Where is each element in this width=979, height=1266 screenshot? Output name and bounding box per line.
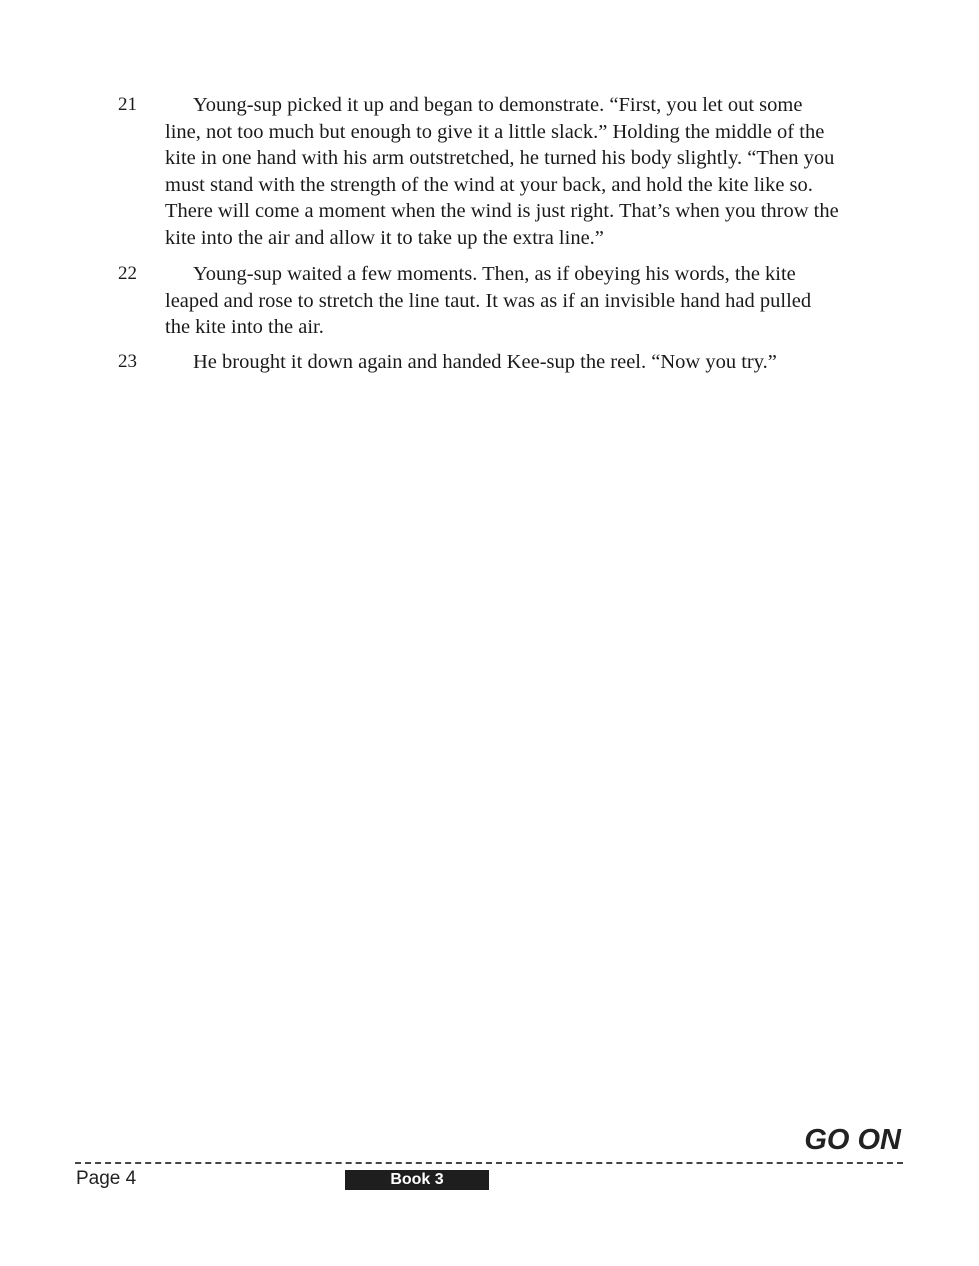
paragraph-text	[165, 92, 895, 251]
text-line: He brought it down again and handed Kee-sup the reel. “Now you try.”	[193, 351, 777, 373]
text-line: kite into the air and allow it to take up the extra line.”	[165, 226, 604, 249]
text-line: There will come a moment when the wind is just right. That’s when you throw the	[165, 200, 839, 222]
go-on-label: GO ON	[804, 1124, 901, 1156]
page-number: Page 4	[76, 1168, 137, 1189]
text-line: must stand with the strength of the wind at your back, and hold the kite like so.	[165, 173, 813, 196]
paragraph-text	[165, 261, 895, 341]
paragraph-text	[165, 349, 895, 376]
text-line: line, not too much but enough to give it a little slack.” Holding the middle of the	[165, 120, 825, 143]
paragraph-number: 21	[118, 94, 137, 115]
paragraph-number: 22	[118, 263, 137, 284]
text-line: Young-sup waited a few moments. Then, as if obeying his words, the kite	[193, 263, 796, 285]
book-label: Book 3	[345, 1170, 489, 1190]
text-line: the kite into the air.	[165, 316, 324, 338]
paragraph-number: 23	[118, 351, 137, 372]
text-line: leaped and rose to stretch the line taut. It was as if an invisible hand had pulled	[165, 289, 812, 312]
text-line: Young-sup picked it up and began to demonstrate. “First, you let out some	[193, 94, 803, 116]
text-line: kite in one hand with his arm outstretched, he turned his body slightly. “Then you	[165, 147, 835, 169]
footer-divider	[75, 1162, 903, 1164]
